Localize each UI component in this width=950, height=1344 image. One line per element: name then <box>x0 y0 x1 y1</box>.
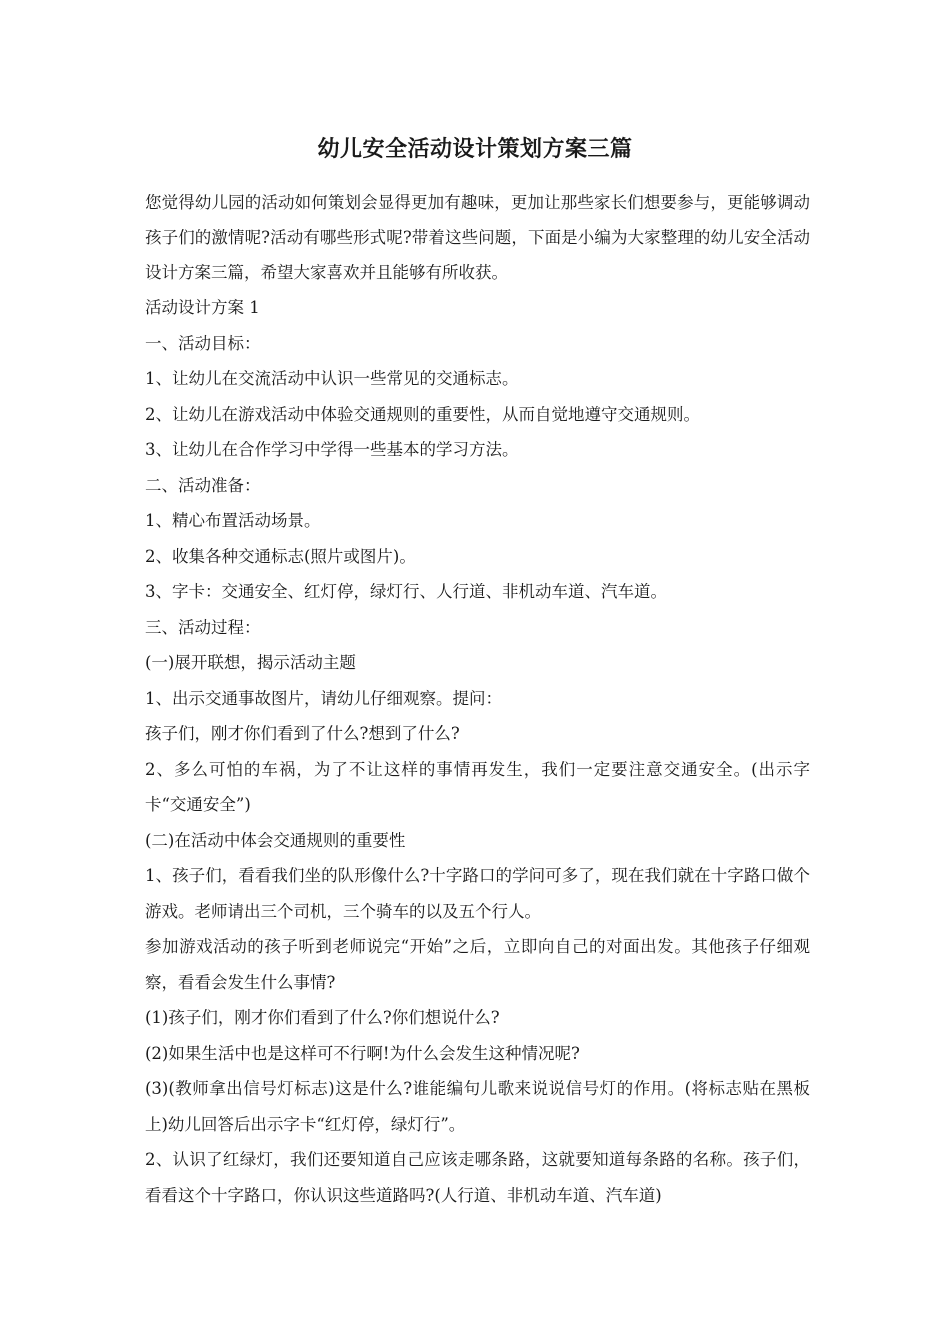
section-heading-preparation: 二、活动准备： <box>145 475 261 495</box>
process-item: 1、孩子们，看看我们坐的队形像什么?十字路口的学问可多了，现在我们就在十字路口做个游戏。老师请出三个司机，三个骑车的以及五个行人。 <box>145 866 810 921</box>
goal-item: 1、让幼儿在交流活动中认识一些常见的交通标志。 <box>145 369 519 388</box>
intro-paragraph: 您觉得幼儿园的活动如何策划会显得更加有趣味，更加让那些家长们想要参与，更能够调动孩子们的激情呢?活动有哪些形式呢?带着这些问题，下面是小编为大家整理的幼儿安全活动设计方案三篇，希望大家喜欢并且能够有所收获。 <box>145 193 810 282</box>
document-title: 幼儿安全活动设计策划方案三篇 <box>317 136 633 162</box>
preparation-item: 1、精心布置活动场景。 <box>145 511 321 530</box>
process-question: (3)(教师拿出信号灯标志)这是什么?谁能编句儿歌来说说信号灯的作用。(将标志贴在黑板上)幼儿回答后出示字卡“红灯停，绿灯行”。 <box>145 1079 810 1134</box>
preparation-item: 3、字卡：交通安全、红灯停，绿灯行、人行道、非机动车道、汽车道。 <box>145 582 667 601</box>
preparation-item: 2、收集各种交通标志(照片或图片)。 <box>145 546 416 566</box>
process-item: 1、出示交通事故图片，请幼儿仔细观察。提问： <box>145 688 502 708</box>
process-question: (2)如果生活中也是这样可不行啊!为什么会发生这种情况呢? <box>145 1043 580 1063</box>
goal-item: 2、让幼儿在游戏活动中体验交通规则的重要性，从而自觉地遵守交通规则。 <box>145 404 700 424</box>
process-item: 2、认识了红绿灯，我们还要知道自己应该走哪条路，这就要知道每条路的名称。孩子们，看看这个十字路口，你认识这些道路吗?(人行道、非机动车道、汽车道) <box>145 1150 810 1205</box>
plan-heading: 活动设计方案 1 <box>145 298 260 317</box>
process-item: 2、多么可怕的车祸，为了不让这样的事情再发生，我们一定要注意交通安全。(出示字卡“交通安全”) <box>145 759 810 814</box>
subsection-heading: (二)在活动中体会交通规则的重要性 <box>145 830 406 850</box>
process-question: (1)孩子们，刚才你们看到了什么?你们想说什么? <box>145 1008 500 1027</box>
process-text: 参加游戏活动的孩子听到老师说完“开始”之后，立即向自己的对面出发。其他孩子仔细观察，看看会发生什么事情? <box>145 937 810 992</box>
section-heading-process: 三、活动过程： <box>145 617 261 637</box>
document-body <box>145 185 810 1213</box>
subsection-heading: (一)展开联想，揭示活动主题 <box>145 653 356 672</box>
process-text: 孩子们，刚才你们看到了什么?想到了什么? <box>145 724 460 743</box>
goal-item: 3、让幼儿在合作学习中学得一些基本的学习方法。 <box>145 440 519 459</box>
section-heading-goals: 一、活动目标： <box>145 333 261 353</box>
